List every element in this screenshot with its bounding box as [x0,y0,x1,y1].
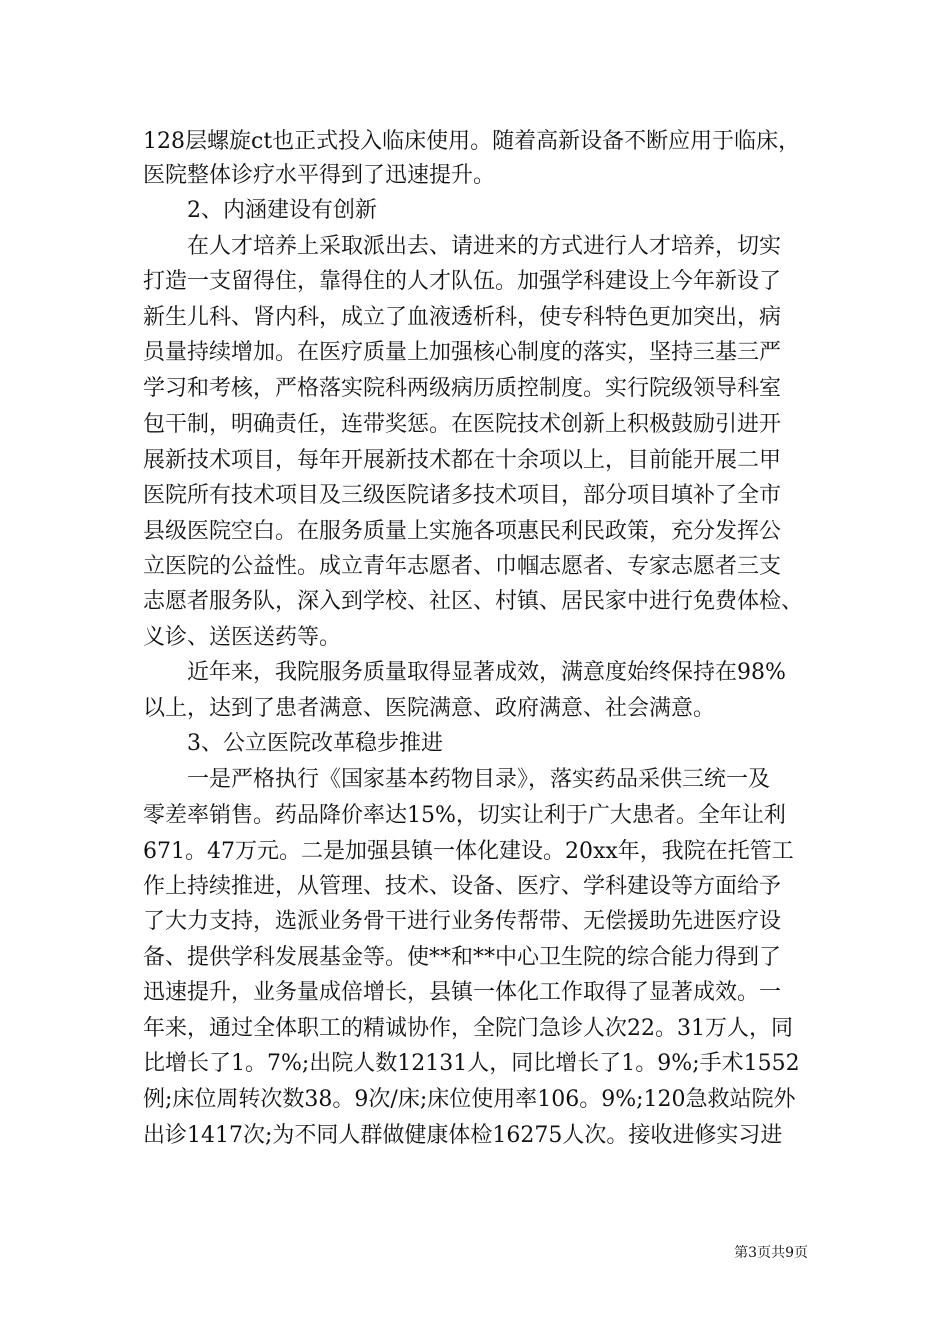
text-line: 打造一支留得住，靠得住的人才队伍。加强学科建设上今年新设了 [143,269,782,294]
section-heading: 3、公立医院改革稳步推进 [143,731,443,756]
text-line: 迅速提升，业务量成倍增长，县镇一体化工作取得了显著成效。一 [143,980,782,1005]
text-line: 出诊1417次;为不同人群做健康体检16275人次。接收进修实习进 [143,1123,783,1148]
text-line: 例;床位周转次数38。9次/床;床位使用率106。9%;120急救站院外 [143,1087,796,1112]
text-line: 在人才培养上采取派出去、请进来的方式进行人才培养，切实 [143,234,782,259]
section-heading: 2、内涵建设有创新 [143,198,377,223]
text-line: 零差率销售。药品降价率达15%，切实让利于广大患者。全年让利 [143,803,786,828]
text-line: 立医院的公益性。成立青年志愿者、巾帼志愿者、专家志愿者三支 [143,554,782,579]
text-line: 学习和考核，严格落实院科两级病历质控制度。实行院级领导科室 [143,376,782,401]
text-line: 比增长了1。7%;出院人数12131人，同比增长了1。9%;手术1552 [143,1051,800,1076]
page-number: 第3页共9页 [734,1245,808,1261]
text-line: 义诊、送医送药等。 [143,625,342,650]
text-line: 128层螺旋ct也正式投入临床使用。随着高新设备不断应用于临床， [143,129,801,154]
text-line: 近年来，我院服务质量取得显著成效，满意度始终保持在98% [143,660,786,685]
text-line: 671。47万元。二是加强县镇一体化建设。20xx年，我院在托管工 [143,839,794,864]
text-line: 作上持续推进，从管理、技术、设备、医疗、学科建设等方面给予 [143,874,782,899]
text-line: 医院整体诊疗水平得到了迅速提升。 [143,163,496,188]
text-line: 新生儿科、肾内科，成立了血液透析科，使专科特色更加突出，病 [143,305,782,330]
text-line: 县级医院空白。在服务质量上实施各项惠民利民政策，充分发挥公 [143,519,782,544]
text-line: 了大力支持，选派业务骨干进行业务传帮带、无偿援助先进医疗设 [143,909,782,934]
text-line: 年来，通过全体职工的精诚协作，全院门急诊人次22。31万人，同 [143,1016,793,1041]
text-line: 包干制，明确责任，连带奖惩。在医院技术创新上积极鼓励引进开 [143,412,782,437]
text-line: 一是严格执行《国家基本药物目录》，落实药品采供三统一及 [143,767,771,792]
text-line: 展新技术项目，每年开展新技术都在十余项以上，目前能开展二甲 [143,448,782,473]
text-line: 以上，达到了患者满意、医院满意、政府满意、社会满意。 [143,696,716,721]
text-line: 员量持续增加。在医疗质量上加强核心制度的落实，坚持三基三严 [143,340,782,365]
text-line: 医院所有技术项目及三级医院诸多技术项目，部分项目填补了全市 [143,483,782,508]
text-line: 备、提供学科发展基金等。使**和**中心卫生院的综合能力得到了 [143,945,782,970]
text-line: 志愿者服务队，深入到学校、社区、村镇、居民家中进行免费体检、 [143,589,804,614]
